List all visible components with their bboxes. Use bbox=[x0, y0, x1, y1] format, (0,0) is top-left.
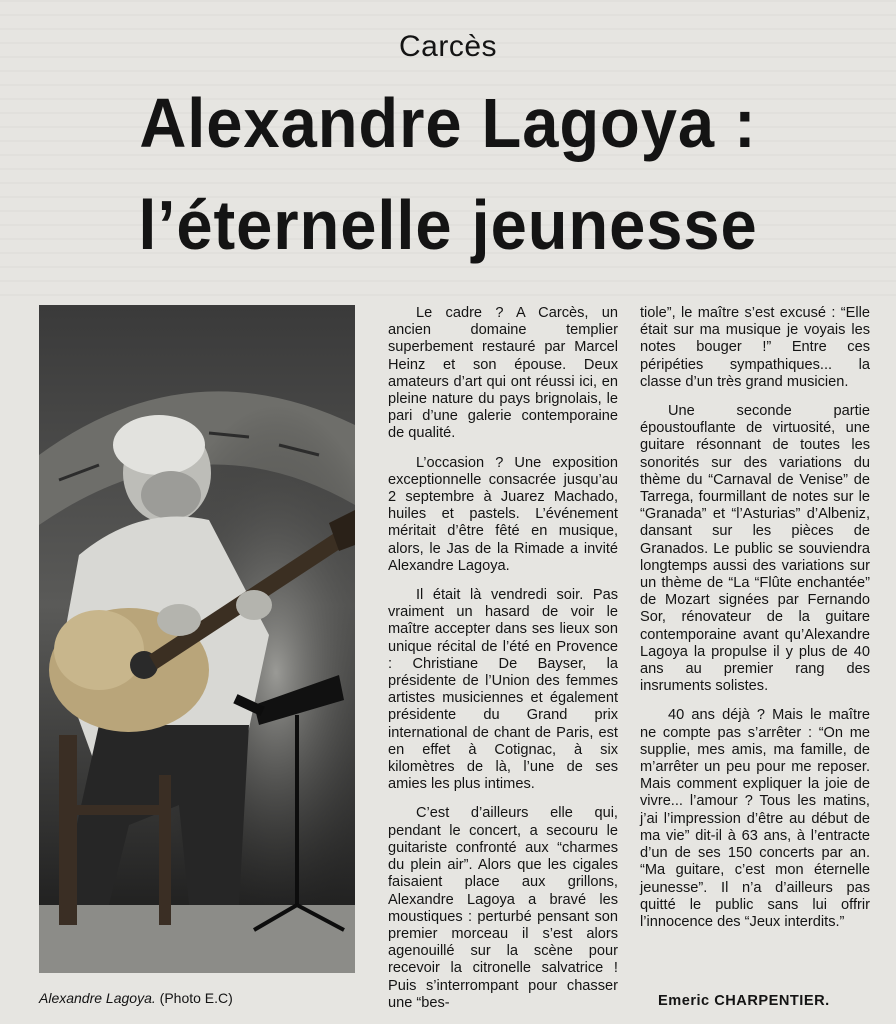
caption-name: Alexandre Lagoya. bbox=[39, 990, 156, 1006]
paragraph: tiole”, le maître s’est excusé : “Elle était sur ma musique je voyais les notes bouger !” Entre ces péripéties sympathiques... la classe d’un très grand musicien. bbox=[640, 305, 870, 390]
paragraph: C’est d’ailleurs elle qui, pendant le concert, a secouru le guitariste confronté aux “charmes du plein air”. Alors que les cigales faisaient place aux grillons, Alexandre Lagoya a bravé les moustiques : perturbé pensant son premier morceau il s’est alors agenouillé sur la scène pour recevoir la citronelle salvatrice ! Puis s’interrompant pour chasser une “bes- bbox=[388, 805, 618, 1011]
paragraph: Il était là vendredi soir. Pas vraiment un hasard de voir le maître accepter dans ses lieux son unique récital de l’été en Provence : Christiane De Bayser, la présidente de l’Union des femmes artistes musiciennes et également présidente du Grand prix international de chant de Paris, est en effet à Cotignac, à six kilomètres de là, l’une de ses amies les plus intimes. bbox=[388, 587, 618, 793]
author-byline: Emeric CHARPENTIER. bbox=[658, 993, 830, 1009]
article-kicker: Carcès bbox=[398, 30, 498, 63]
article-column-2 bbox=[640, 305, 870, 943]
paragraph: L’occasion ? Une exposition exceptionnelle consacrée jusqu’au 2 septembre à Juarez Machado, huiles et pastels. L’événement méritait d’être fêté en musique, alors, le Jas de la Rimade a invité Alexandre Lagoya. bbox=[388, 454, 618, 574]
article-column-1 bbox=[388, 305, 618, 1024]
photo-caption bbox=[39, 990, 233, 1006]
headline-line-2: l’éternelle jeunesse bbox=[138, 186, 758, 264]
paragraph: Le cadre ? A Carcès, un ancien domaine templier superbement restauré par Marcel Heinz et son épouse. Deux amateurs d’art qui ont réussi ici, en pleine nature du pays brignolais, le pari d’une galerie contemporaine de qualité. bbox=[388, 305, 618, 442]
guitarist-photo-illustration bbox=[39, 305, 355, 973]
article-photo bbox=[39, 305, 355, 973]
paragraph: Une seconde partie époustouflante de virtuosité, une guitare résonnant de toutes les sonorités sur des variations du thème du “Carnaval de Venise” de Tarrega, fourmillant de notes sur le “Granada” et “l’Asturias” d’Albeniz, dansant sur les pièces de Granados. Le public se souviendra longtemps aussi des variations sur un thème de “La “Flûte enchantée” de Mozart signées par Fernando Sor, rénovateur de la guitare contemporaine avant qu’Alexandre Lagoya la propulse il y plus de 40 ans au premier rang des insruments solistes. bbox=[640, 403, 870, 695]
headline-line-1: Alexandre Lagoya : bbox=[139, 84, 757, 162]
caption-credit: (Photo E.C) bbox=[155, 990, 233, 1006]
paragraph: 40 ans déjà ? Mais le maître ne compte pas s’arrêter : “On me supplie, mes amis, ma famille, de m’arrêter un peu pour me reposer. Mais comment expliquer la joie de vivre... l’amour ? Tous les matins, j’ai l’impression d’être au début de ma vie” dit-il à 63 ans, à l’entracte d’un de ses 150 concerts par an. “Ma guitare, c’est mon éternelle jeunesse”. Il n’a d’ailleurs pas quitté le public sans lui offrir l’innocence des “Jeux interdits.” bbox=[640, 707, 870, 930]
